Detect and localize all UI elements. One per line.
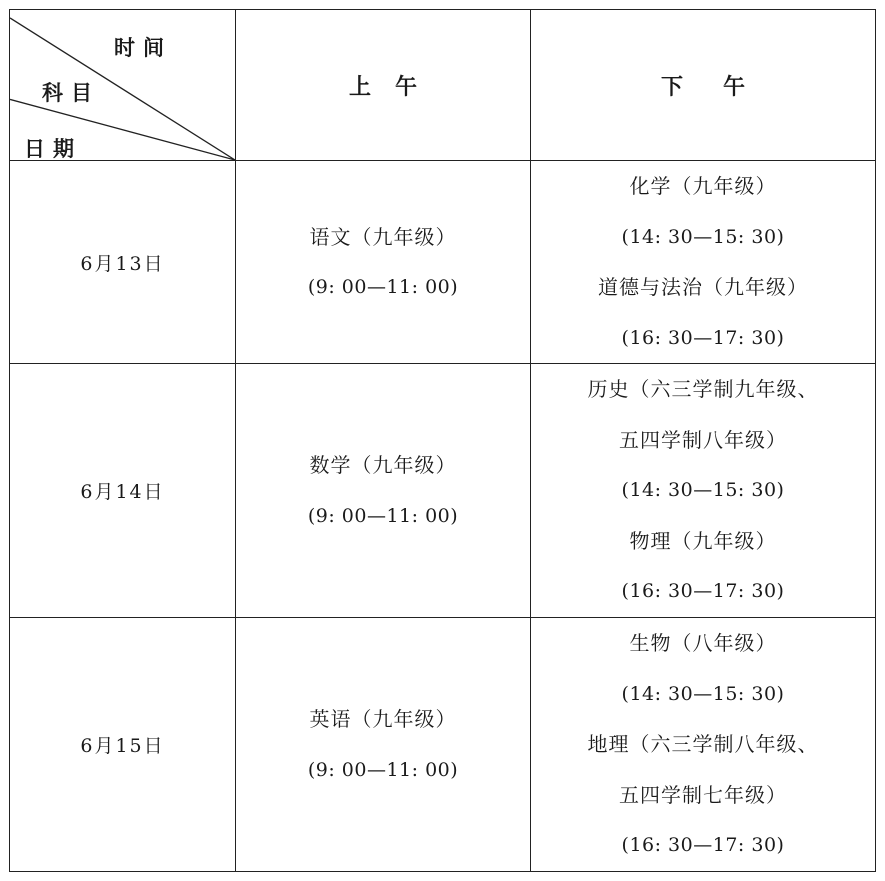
morning-time: (9: 00—11: 00) [307, 276, 459, 298]
afternoon-line: 地理（六三学制八年级、 [587, 732, 819, 757]
date-label: 6月15日 [80, 735, 165, 757]
schedule-row [10, 161, 876, 364]
afternoon-line: (14: 30—15: 30) [621, 225, 785, 248]
afternoon-line: 化学（九年级） [629, 174, 777, 198]
afternoon-line: 五四学制八年级） [619, 427, 787, 452]
date-cell [10, 161, 236, 364]
morning-time: (9: 00—11: 00) [307, 504, 459, 527]
afternoon-line: 历史（六三学制九年级、 [587, 377, 819, 402]
corner-label-subject: 科目 [42, 80, 100, 105]
morning-subject: 英语（九年级） [309, 707, 457, 731]
morning-cell [236, 618, 531, 872]
morning-header: 上午 [348, 73, 441, 100]
afternoon-line: (16: 30—17: 30) [621, 834, 785, 857]
afternoon-line: 物理（九年级） [629, 528, 777, 553]
morning-header-cell [236, 10, 531, 161]
diagonal-header-cell [10, 10, 236, 161]
date-label: 6月13日 [80, 252, 165, 275]
exam-schedule-table [9, 9, 876, 872]
afternoon-line: (16: 30—17: 30) [621, 326, 785, 349]
date-cell [10, 364, 236, 618]
afternoon-header-cell [531, 10, 876, 161]
afternoon-line: 五四学制七年级） [619, 782, 787, 807]
afternoon-line: (14: 30—15: 30) [621, 479, 785, 502]
afternoon-cell [531, 618, 876, 872]
schedule-row [10, 618, 876, 872]
exam-schedule-sheet [9, 9, 875, 871]
header-row [10, 10, 876, 161]
date-cell [10, 618, 236, 872]
afternoon-cell [531, 364, 876, 618]
afternoon-line: (16: 30—17: 30) [621, 580, 785, 603]
morning-cell [236, 161, 531, 364]
afternoon-line: (14: 30—15: 30) [621, 682, 785, 705]
date-label: 6月14日 [80, 481, 165, 503]
morning-subject: 数学（九年级） [309, 453, 457, 477]
afternoon-cell [531, 161, 876, 364]
morning-time: (9: 00—11: 00) [307, 758, 459, 781]
afternoon-header: 下午 [660, 73, 785, 100]
afternoon-line: 道德与法治（九年级） [598, 275, 808, 299]
corner-label-date: 日期 [24, 136, 82, 161]
morning-subject: 语文（九年级） [309, 224, 457, 249]
morning-cell [236, 364, 531, 618]
corner-label-time: 时间 [114, 35, 172, 60]
schedule-row [10, 364, 876, 618]
afternoon-line: 生物（八年级） [629, 631, 777, 656]
